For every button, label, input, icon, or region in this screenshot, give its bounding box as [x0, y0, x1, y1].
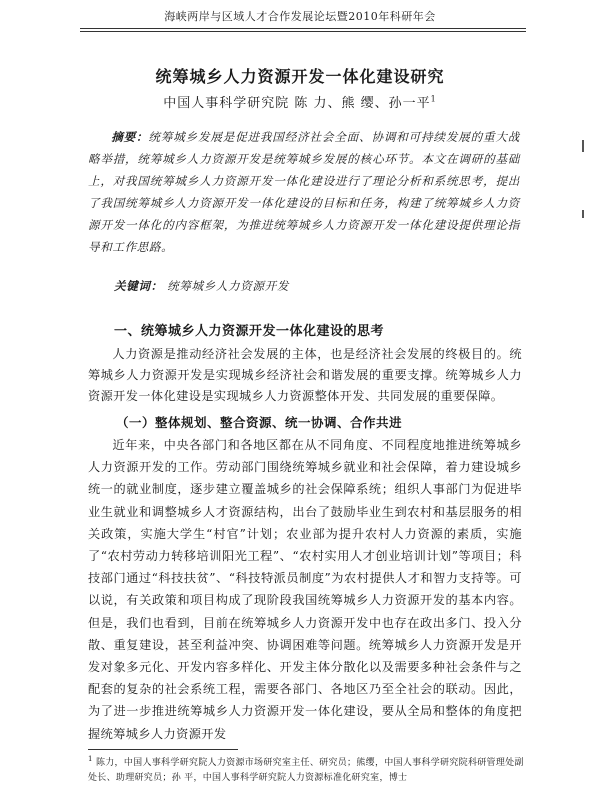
paper-title: 统筹城乡人力资源开发一体化建设研究 [155, 67, 445, 86]
author-footnote-mark: 1 [430, 94, 437, 104]
footnote-text: 陈力，中国人事科学研究院人力资源市场研究室主任、研究员；熊缨，中国人事科学研究院科研管理处副处长、助理研究员；孙 平，中国人事科学研究院人力资源标准化研究室，博士 [88, 758, 524, 783]
abstract-label: 摘要： [111, 130, 149, 144]
section-paragraph: 人力资源是推动经济社会发展的主体，也是经济社会发展的终极目的。统筹城乡人力资源开发是实现城乡经济社会和谐发展的重要支撑。统筹城乡人力资源开发一体化建设是实现城乡人力资源整体开发、共同发展的重要保障。 [88, 347, 522, 403]
running-header: 海峡两岸与区域人才合作发展论坛暨2010年科研年会 [164, 10, 436, 23]
header-rule-thin [80, 28, 526, 29]
abstract-text: 统筹城乡发展是促进我国经济社会全面、协调和可持续发展的重大战略举措，统筹城乡人力资源开发是统筹城乡发展的核心环节。本文在调研的基础上，对我国统筹城乡人力资源开发一体化建设进行了理论分析和系统思考，提出了我国统筹城乡人力资源开发一体化建设的目标和任务，构建了统筹城乡人力资源开发一体化的内容框架，为推进统筹城乡人力资源开发一体化建设提供理论指导和工作思路。 [88, 130, 520, 254]
subsection-paragraph: 近年来，中央各部门和各地区都在从不同角度、不同程度地推进统筹城乡人力资源开发的工作。劳动部门围绕统筹城乡就业和社会保障，着力建设城乡统一的就业制度，逐步建立覆盖城乡的社会保障系统；组织人事部门为促进毕业生就业和调整城乡人才资源结构，出台了鼓励毕业生到农村和基层服务的相关政策，实施大学生“村官”计划；农业部为提升农村人力资源的素质，实施了“农村劳动力转移培训阳光工程”、“农村实用人才创业培训计划”等项目；科技部门通过“科技扶贫”、“科技特派员制度”为农村提供人才和智力支持等。可以说，有关政策和项目构成了现阶段我国统筹城乡人力资源开发的基本内容。但是，我们也看到，目前在统筹城乡人力资源开发中也存在政出多门、投入分散、重复建设，甚至利益冲突、协调困难等问题。统筹城乡人力资源开发是开发对象多元化、开发内容多样化、开发主体分散化以及需要多种社会条件与之配套的复杂的社会系统工程，需要各部门、各地区乃至全社会的联动。因此，为了进一步推进统筹城乡人力资源开发一体化建设，要从全局和整体的角度把握统筹城乡人力资源开发 [88, 438, 522, 741]
subsection-heading: （一）整体规划、整合资源、统一协调、合作共进 [116, 415, 403, 430]
section-heading: 一、统筹城乡人力资源开发一体化建设的思考 [114, 324, 385, 339]
scan-edge-mark [582, 210, 584, 218]
keywords-label: 关键词： [114, 279, 163, 293]
abstract [88, 126, 520, 258]
scan-edge-mark [582, 140, 584, 152]
author-names: 陈 力、熊 缨、孙一平 [294, 96, 431, 111]
footnote-rule [88, 749, 238, 750]
author-line [0, 92, 600, 111]
keywords-text: 统筹城乡人力资源开发 [167, 279, 290, 293]
footnote-mark: 1 [88, 755, 93, 763]
affiliation: 中国人事科学研究院 [163, 96, 290, 111]
footnote [88, 752, 528, 786]
keywords [114, 278, 514, 294]
header-rule-thick [80, 31, 526, 32]
